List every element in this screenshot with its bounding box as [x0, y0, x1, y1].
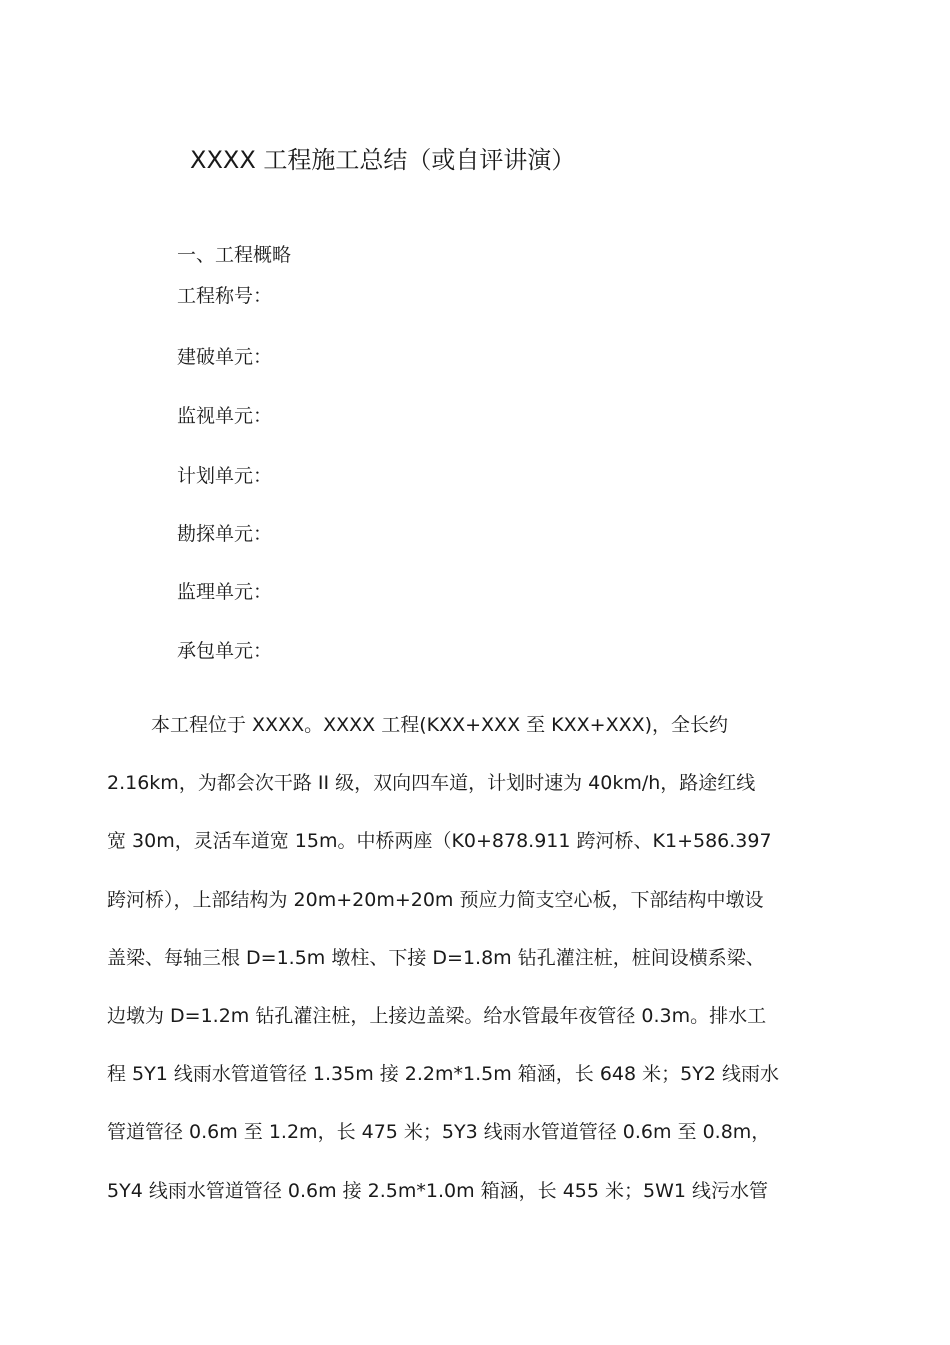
document-title: XXXX 工程施工总结（或自评讲演）	[190, 146, 576, 174]
paragraph-line: 管道管径 0.6m 至 1.2m，长 475 米；5Y3 线雨水管道管径 0.6m 至 0.8m，	[107, 1121, 771, 1144]
info-field-supervisor-unit: 监理单元：	[177, 581, 273, 603]
paragraph-line: 程 5Y1 线雨水管道管径 1.35m 接 2.2m*1.5m 箱涵，长 648 米；5Y2 线雨水	[107, 1063, 779, 1086]
paragraph-line: 2.16km，为都会次干路 II 级，双向四车道，计划时速为 40km/h，路途红线	[107, 772, 756, 795]
info-field-supervision-unit: 监视单元：	[177, 405, 273, 427]
section-heading: 一、工程概略	[177, 244, 292, 266]
info-field-contractor-unit: 承包单元：	[177, 640, 273, 662]
info-field-survey-unit: 勘探单元：	[177, 523, 273, 545]
paragraph-line: 5Y4 线雨水管道管径 0.6m 接 2.5m*1.0m 箱涵，长 455 米；5W1 线污水管	[107, 1179, 769, 1202]
info-field-construction-unit: 建破单元：	[177, 346, 273, 368]
info-field-design-unit: 计划单元：	[177, 465, 273, 487]
project-overview-paragraph	[107, 696, 837, 1220]
paragraph-line: 宽 30m，灵活车道宽 15m。中桥两座（K0+878.911 跨河桥、K1+586.397	[107, 830, 772, 853]
paragraph-line: 盖梁、每轴三根 D=1.5m 墩柱、下接 D=1.8m 钻孔灌注桩，桩间设横系梁、	[107, 946, 765, 969]
paragraph-line: 本工程位于 XXXX。XXXX 工程(KXX+XXX 至 KXX+XXX)，全长约	[151, 714, 729, 736]
info-field-project-name: 工程称号：	[177, 285, 273, 307]
paragraph-line: 边墩为 D=1.2m 钻孔灌注桩，上接边盖梁。给水管最年夜管径 0.3m。排水工	[107, 1005, 767, 1028]
paragraph-line: 跨河桥），上部结构为 20m+20m+20m 预应力简支空心板，下部结构中墩设	[107, 888, 764, 911]
